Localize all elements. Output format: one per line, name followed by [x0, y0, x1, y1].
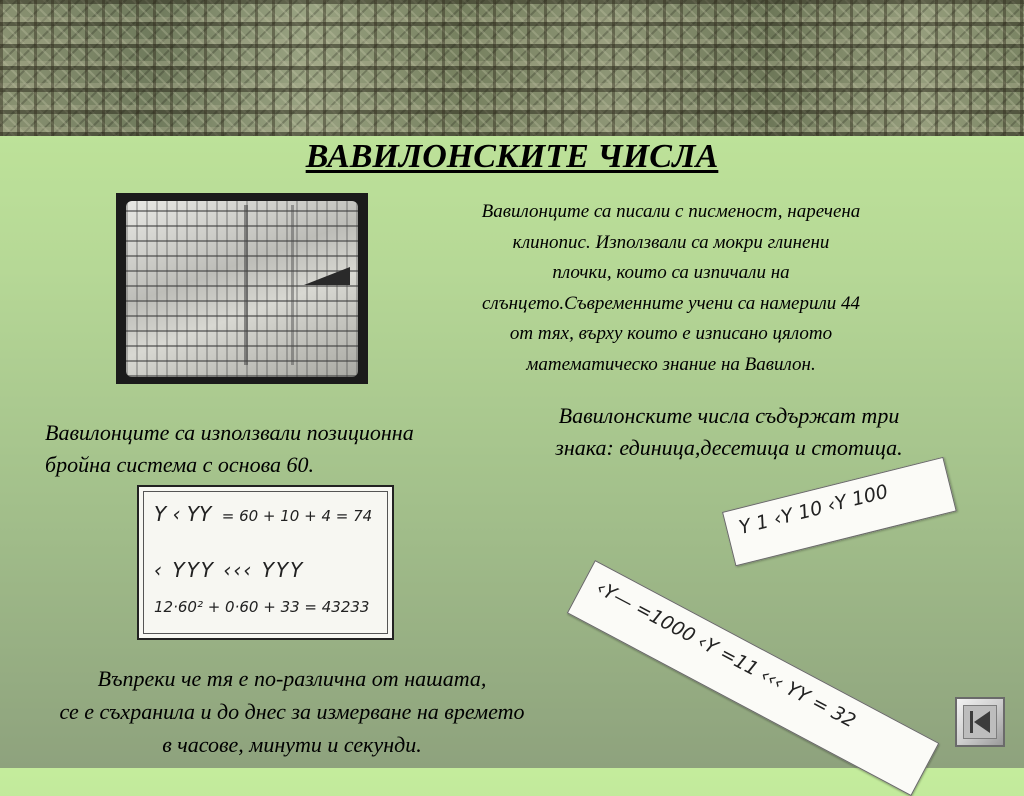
- positional-system-paragraph: [45, 417, 485, 481]
- signs-paragraph: [524, 400, 934, 464]
- intro-line: слънцето.Съвременните учени са намерили 44: [481, 292, 860, 314]
- back-to-start-button[interactable]: [955, 697, 1005, 747]
- cuneiform-banner: [0, 0, 1024, 136]
- conclusion-line: се е съхранила и до днес за измерване на времето: [59, 699, 525, 724]
- example-equation: = 60 + 10 + 4 = 74: [221, 507, 373, 525]
- intro-paragraph: [438, 197, 904, 380]
- tablet-wedge-mark: [304, 267, 350, 285]
- tablet-column-divider: [291, 205, 294, 365]
- examples-strip: [567, 560, 940, 796]
- slide-title: ВАВИЛОНСКИТЕ ЧИСЛА: [305, 138, 719, 175]
- signs-line: знака: единица,десетица и стотица.: [555, 435, 903, 460]
- example-row-74: [154, 502, 372, 526]
- signs-line: Вавилонските числа съдържат три: [558, 403, 900, 428]
- clay-tablet-image: [116, 193, 368, 384]
- intro-line: клинопис. Използвали са мокри глинени: [512, 231, 830, 253]
- intro-line: Вавилонците са писали с писменост, наречена: [481, 201, 861, 222]
- conclusion-line: Въпреки че тя е по-различна от нашата,: [97, 666, 487, 691]
- intro-line: математическо знание на Вавилон.: [526, 353, 816, 375]
- clay-tablet-surface: [126, 201, 358, 377]
- cuneiform-glyphs: Y ‹ YY: [154, 502, 212, 526]
- positional-line: Вавилонците са използвали позиционна: [45, 420, 414, 445]
- example-equation-43233: 12·60² + 0·60 + 33 = 43233: [154, 598, 370, 616]
- units-strip-text: Y 1 ‹Y 10 ‹Y 100: [736, 480, 891, 539]
- panel-frame: [143, 491, 388, 634]
- positional-line: бройна система с основа 60.: [45, 452, 314, 477]
- example-row-glyphs: ‹ YYY ‹‹‹ YYY: [154, 558, 305, 582]
- conclusion-paragraph: [12, 662, 572, 761]
- intro-line: плочки, които са изпичали на: [552, 262, 790, 283]
- examples-strip-text: ‹Y— =1000 ‹Y =11 ‹‹‹ YY = 32: [592, 576, 860, 733]
- intro-line: от тях, върху които е изписано цялото: [509, 323, 833, 344]
- back-to-start-icon: [962, 704, 998, 740]
- cuneiform-example-panel: [137, 485, 394, 640]
- conclusion-line: в часове, минути и секунди.: [162, 732, 422, 757]
- tablet-column-divider: [244, 205, 248, 365]
- units-strip: [722, 457, 957, 566]
